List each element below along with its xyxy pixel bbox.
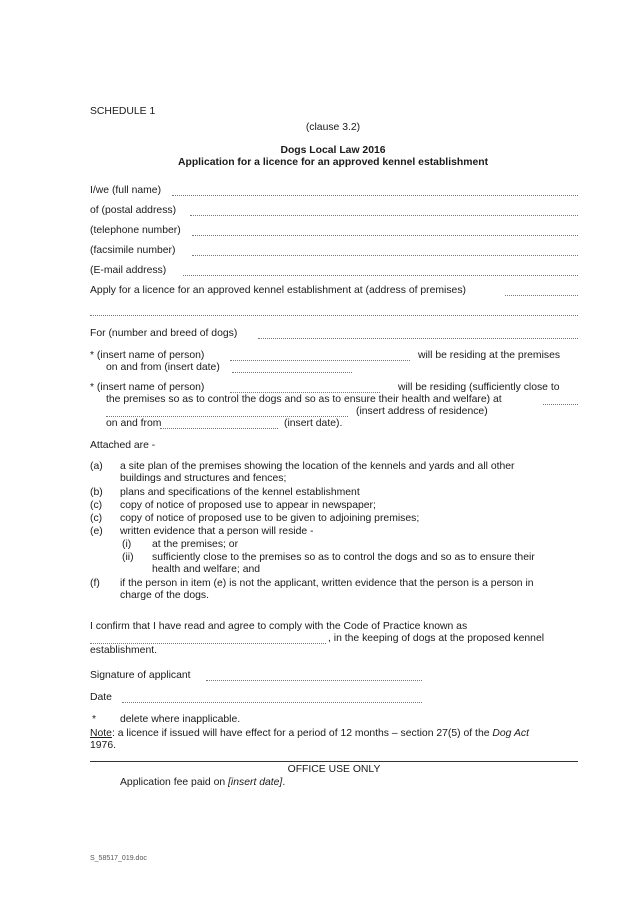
resident2-address-field-line2[interactable] (106, 416, 348, 417)
form-title: Dogs Local Law 2016 (280, 145, 386, 156)
facsimile-field[interactable] (192, 255, 578, 256)
form-subtitle: Application for a licence for an approved kennel establishment (177, 157, 489, 168)
dogs-label: For (number and breed of dogs) (90, 328, 238, 339)
resident2-address-field[interactable] (543, 404, 578, 405)
clause-ref: (clause 3.2) (305, 122, 361, 133)
resident1-prefix: * (insert name of person) (90, 350, 205, 361)
sub-marker-i: (i) (122, 539, 132, 550)
resident2-suffix: will be residing (sufficiently close to (398, 382, 560, 393)
date-field[interactable] (122, 702, 422, 703)
fee-end: . (282, 777, 286, 788)
premises-field[interactable] (505, 295, 578, 296)
attached-marker-e: (e) (90, 526, 103, 537)
resident2-date-field[interactable] (160, 428, 278, 429)
office-use-heading: OFFICE USE ONLY (287, 764, 381, 775)
full-name-label: I/we (full name) (90, 185, 162, 196)
telephone-label: (telephone number) (90, 225, 181, 236)
note-act-name: Dog Act (492, 728, 529, 739)
attached-item-c2: copy of notice of proposed use to be given to adjoining premises; (120, 513, 420, 524)
postal-address-field[interactable] (190, 215, 578, 216)
licence-note (90, 728, 529, 740)
telephone-field[interactable] (192, 235, 578, 236)
fee-text: Application fee paid on (120, 777, 229, 788)
attached-item-a: a site plan of the premises showing the location of the kennels and yards and all other (120, 461, 515, 472)
delete-note: delete where inapplicable. (120, 714, 241, 725)
attached-item-c1: copy of notice of proposed use to appear in newspaper; (120, 500, 376, 511)
email-label: (E-mail address) (90, 265, 167, 276)
attached-item-f: if the person in item (e) is not the applicant, written evidence that the person is a person in (120, 578, 534, 589)
resident2-name-field[interactable] (230, 392, 380, 393)
code-of-practice-field[interactable] (90, 643, 326, 644)
document-reference: S_58517_019.doc (90, 855, 147, 862)
note-text: : a licence if issued will have effect for a period of 12 months – section 27(5) of the (111, 728, 493, 739)
attached-marker-c1: (c) (90, 500, 103, 511)
resident2-prefix: * (insert name of person) (90, 382, 205, 393)
postal-address-label: of (postal address) (90, 205, 177, 216)
resident1-date-field[interactable] (232, 372, 352, 373)
star-marker: * (92, 714, 97, 725)
email-field[interactable] (183, 275, 578, 276)
office-divider (90, 761, 578, 762)
attached-marker-a: (a) (90, 461, 103, 472)
confirm-line3: establishment. (90, 645, 157, 656)
attached-marker-b: (b) (90, 487, 103, 498)
confirm-line1: I confirm that I have read and agree to comply with the Code of Practice known as (90, 621, 468, 632)
signature-label: Signature of applicant (90, 670, 191, 681)
confirm-line2: , in the keeping of dogs at the proposed kennel (328, 633, 545, 644)
dogs-field[interactable] (258, 338, 578, 339)
sub-marker-ii: (ii) (122, 552, 134, 563)
note-year: 1976. (90, 740, 117, 751)
fee-date: [insert date] (228, 777, 283, 788)
attached-marker-f: (f) (90, 578, 100, 589)
attached-marker-c2: (c) (90, 513, 103, 524)
facsimile-label: (facsimile number) (90, 245, 176, 256)
premises-label: Apply for a licence for an approved kennel establishment at (address of premises) (90, 285, 466, 296)
resident2-address-label: (insert address of residence) (356, 406, 488, 417)
signature-field[interactable] (206, 680, 422, 681)
sub-item-ii-cont: health and welfare; and (152, 564, 261, 575)
attached-item-f-cont: charge of the dogs. (120, 590, 209, 601)
resident2-line2: the premises so as to control the dogs and so as to ensure their health and welfare) at (106, 394, 502, 405)
resident1-name-field[interactable] (230, 360, 410, 361)
resident1-date-label: on and from (insert date) (106, 362, 220, 373)
attached-heading: Attached are - (90, 440, 156, 451)
sub-item-i: at the premises; or (152, 539, 239, 550)
full-name-field[interactable] (172, 195, 578, 196)
attached-item-b: plans and specifications of the kennel establishment (120, 487, 360, 498)
fee-line (120, 777, 285, 789)
date-label: Date (90, 692, 112, 703)
schedule-label: SCHEDULE 1 (90, 106, 156, 117)
resident2-date-prefix: on and from (106, 418, 162, 429)
note-label: Note (90, 728, 112, 739)
attached-item-a-cont: buildings and structures and fences; (120, 473, 287, 484)
resident2-date-suffix: (insert date). (284, 418, 343, 429)
attached-item-e: written evidence that a person will reside - (120, 526, 314, 537)
sub-item-ii: sufficiently close to the premises so as to control the dogs and so as to ensure their (152, 552, 535, 563)
premises-field-line2[interactable] (90, 315, 578, 316)
resident1-suffix: will be residing at the premises (418, 350, 561, 361)
